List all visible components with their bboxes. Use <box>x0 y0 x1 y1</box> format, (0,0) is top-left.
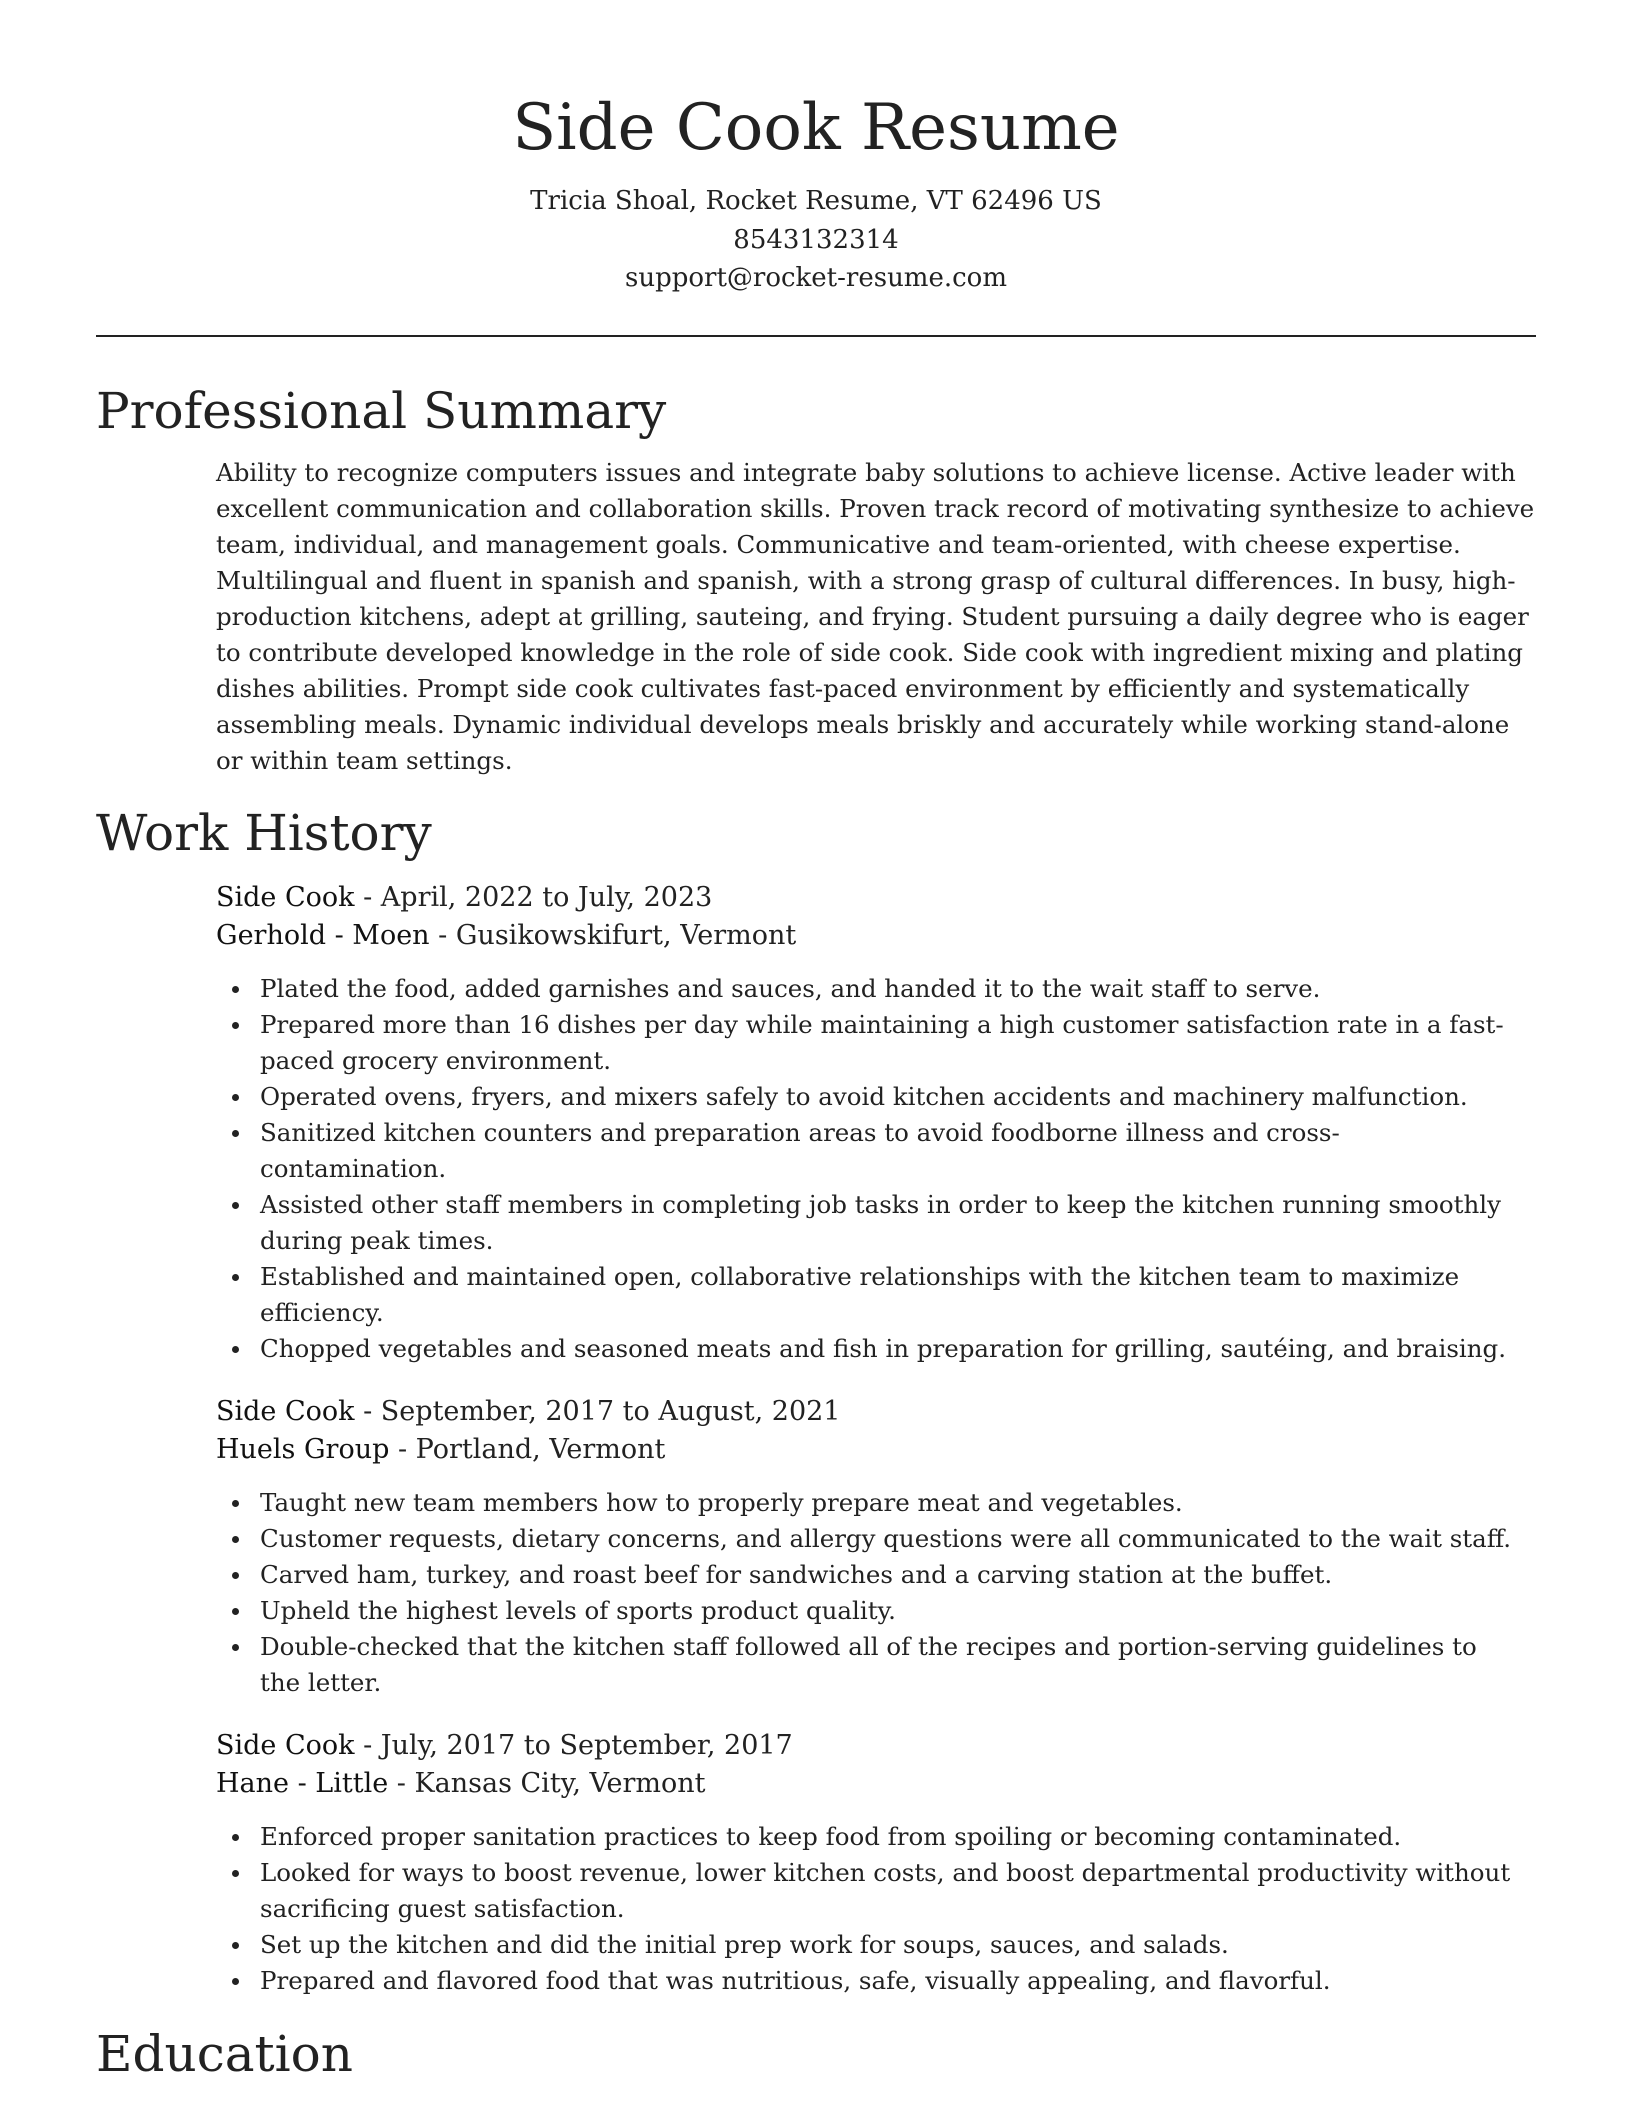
education-heading: Education <box>96 2024 353 2083</box>
job-bullet: Double-checked that the kitchen staff followed all of the recipes and portion-serving guidelines to the letter. <box>260 1629 1536 1701</box>
job-bullet: Assisted other staff members in completing job tasks in order to keep the kitchen running smoothly during peak times. <box>260 1187 1536 1259</box>
job-bullet: Prepared and flavored food that was nutritious, safe, visually appealing, and flavorful. <box>260 1963 1536 1999</box>
job-entry <box>216 1393 1536 1701</box>
job-bullets <box>216 971 1536 1367</box>
job-bullet: Prepared more than 16 dishes per day while maintaining a high customer satisfaction rate in a fast-paced grocery environment. <box>260 1007 1536 1079</box>
job-bullets <box>216 1819 1536 1999</box>
job-company: Hane - Little <box>216 1768 389 1799</box>
resume-title: Side Cook Resume <box>512 91 1120 165</box>
contact-block <box>96 182 1536 298</box>
job-bullet: Chopped vegetables and seasoned meats and fish in preparation for grilling, sautéing, and braising. <box>260 1331 1536 1367</box>
contact-address: Tricia Shoal, Rocket Resume, VT 62496 US <box>530 186 1102 216</box>
job-title-line <box>216 879 1536 918</box>
job-bullet: Enforced proper sanitation practices to keep food from spoiling or becoming contaminated. <box>260 1819 1536 1855</box>
job-company-line <box>216 1765 1536 1804</box>
job-location: - Portland, Vermont <box>389 1434 666 1465</box>
job-entry <box>216 879 1536 1367</box>
job-bullet: Taught new team members how to properly prepare meat and vegetables. <box>260 1485 1536 1521</box>
job-bullet: Carved ham, turkey, and roast beef for sandwiches and a carving station at the buffet. <box>260 1557 1536 1593</box>
job-bullet: Set up the kitchen and did the initial prep work for soups, sauces, and salads. <box>260 1927 1536 1963</box>
professional-summary-text: Ability to recognize computers issues and integrate baby solutions to achieve license. Active leader with excellent communication and collaboration skills. Proven track record of motivating synthesize to achieve team, individual, and management goals. Communicative and team-oriented, with cheese expertise. Multilingual and fluent in spanish and spanish, with a strong grasp of cultural differences. In busy, high-production kitchens, adept at grilling, sauteing, and frying. Student pursuing a daily degree who is eager to contribute developed knowledge in the role of side cook. Side cook with ingredient mixing and plating dishes abilities. Prompt side cook cultivates fast-paced environment by efficiently and systematically assembling meals. Dynamic individual develops meals briskly and accurately while working stand-alone or within team settings. <box>216 457 1535 775</box>
job-title: Side Cook <box>216 1395 355 1427</box>
job-location: - Gusikowskifurt, Vermont <box>429 920 797 951</box>
job-title: Side Cook <box>216 881 355 913</box>
job-entry <box>216 1727 1536 1999</box>
job-company-line <box>216 1431 1536 1470</box>
job-company: Gerhold - Moen <box>216 920 430 951</box>
job-title: Side Cook <box>216 1729 355 1761</box>
job-dates: - July, 2017 to September, 2017 <box>354 1729 793 1761</box>
job-bullets <box>216 1485 1536 1701</box>
header-divider <box>96 335 1536 337</box>
job-company: Huels Group <box>216 1434 390 1465</box>
job-location: - Kansas City, Vermont <box>388 1768 706 1799</box>
job-bullet: Operated ovens, fryers, and mixers safely to avoid kitchen accidents and machinery malfunction. <box>260 1079 1536 1115</box>
job-bullet: Plated the food, added garnishes and sauces, and handed it to the wait staff to serve. <box>260 971 1536 1007</box>
job-title-line <box>216 1393 1536 1432</box>
professional-summary-heading: Professional Summary <box>96 381 667 440</box>
work-history-heading: Work History <box>96 803 432 862</box>
job-bullet: Established and maintained open, collaborative relationships with the kitchen team to maximize efficiency. <box>260 1259 1536 1331</box>
job-bullet: Looked for ways to boost revenue, lower kitchen costs, and boost departmental productivity without sacrificing guest satisfaction. <box>260 1855 1536 1927</box>
job-bullet: Upheld the highest levels of sports product quality. <box>260 1593 1536 1629</box>
job-company-line <box>216 917 1536 956</box>
job-title-line <box>216 1727 1536 1766</box>
job-dates: - April, 2022 to July, 2023 <box>354 881 713 913</box>
job-bullet: Customer requests, dietary concerns, and allergy questions were all communicated to the wait staff. <box>260 1521 1536 1557</box>
job-bullet: Sanitized kitchen counters and preparation areas to avoid foodborne illness and cross-contamination. <box>260 1115 1536 1187</box>
contact-phone: 8543132314 <box>733 224 899 255</box>
job-dates: - September, 2017 to August, 2021 <box>354 1395 841 1427</box>
contact-email: support@rocket-resume.com <box>624 263 1007 293</box>
work-history-list <box>216 879 1536 1999</box>
